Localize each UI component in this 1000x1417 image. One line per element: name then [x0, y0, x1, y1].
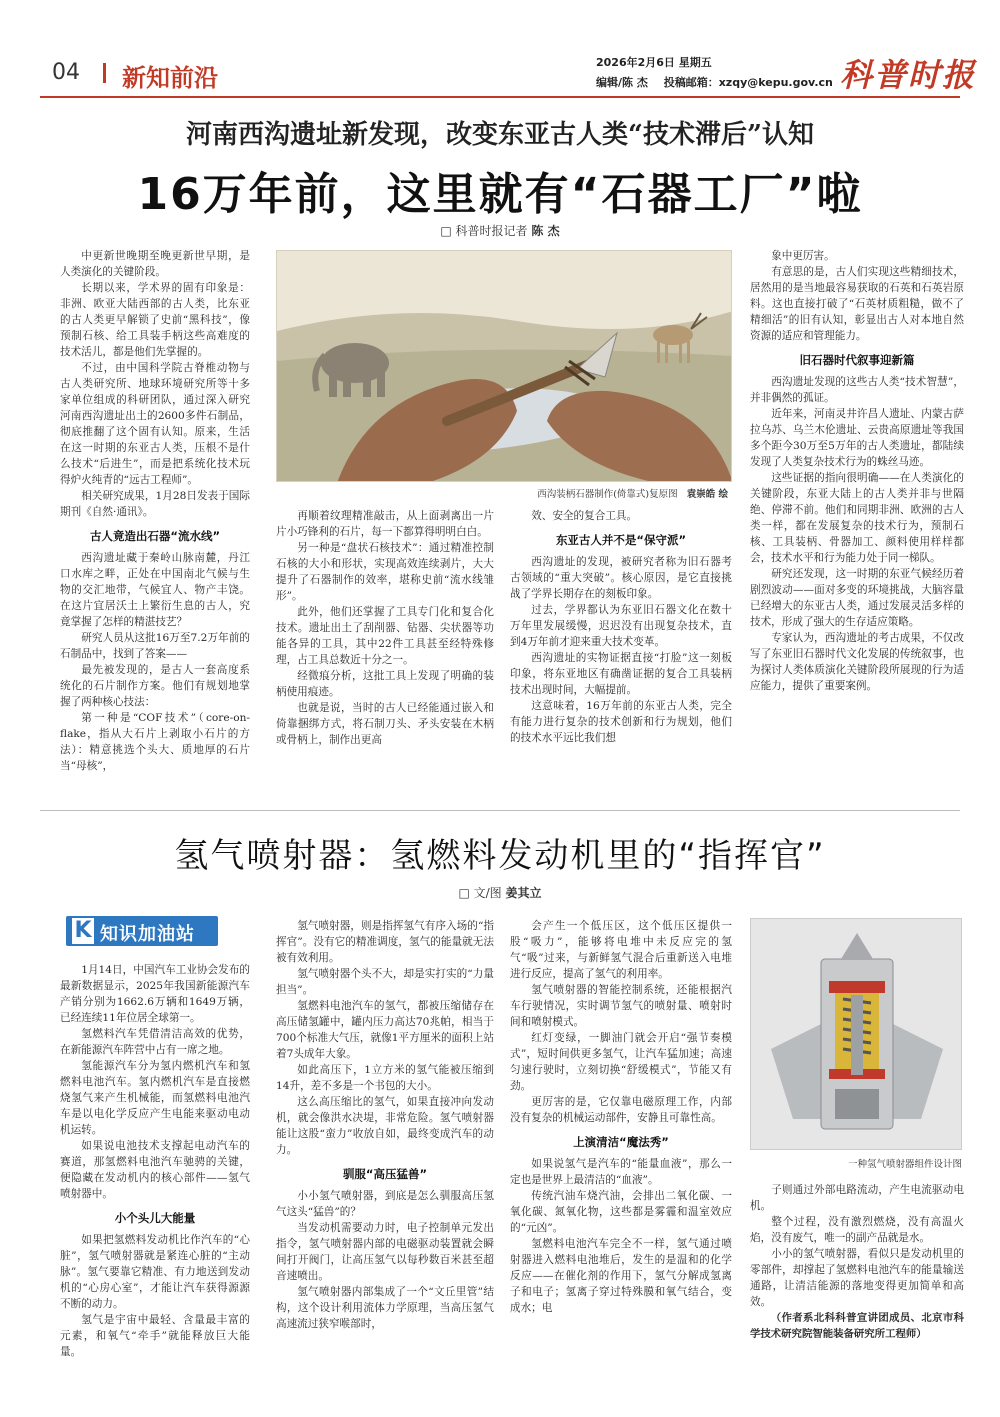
paragraph: 西沟遗址的实物证据直接“打脸”这一刻板印象，将东亚地区有确凿证据的复合工具装柄技术出现时间，大幅提前。 [510, 652, 732, 696]
article1-headline: 16万年前，这里就有“石器工厂”啦 [137, 169, 863, 220]
paragraph: 研究人员从这批16万至7.2万年前的石制品中，找到了答案—— [60, 632, 250, 660]
article2-column-2 [276, 918, 494, 1332]
paragraph: 小小的氢气喷射器，看似只是发动机里的零部件，却撑起了氢燃料电池汽车的能量输送通路，让清洁能源的落地变得更加简单和高效。 [750, 1248, 964, 1308]
article2-column-3 [510, 918, 732, 1316]
paragraph-group [60, 962, 250, 1202]
paragraph: 氢燃料电池汽车的氢气，都被压缩储存在高压储氢罐中，罐内压力高达70兆帕，相当于700个标准大气压，就像1平方厘米的面积上站着7头成年大象。 [276, 1000, 494, 1060]
paragraph: 效、安全的复合工具。 [531, 510, 638, 522]
author-note: （作者系北科科普宣讲团成员、北京市科学技术研究院智能装备研究所工程师） [750, 1312, 964, 1340]
editor-name: 编辑/陈 杰 [596, 76, 648, 89]
article-divider [40, 810, 960, 811]
paragraph: 有意思的是，古人们实现这些精细技术，居然用的是当地最容易获取的石英和石英岩原料。这也直接打破了“石英材质粗糙，做不了精细活”的旧有认知，彰显出古人对本地自然资源的适应和管理能力。 [750, 266, 964, 342]
byline-author: 陈 杰 [531, 224, 560, 238]
article1-kicker: 河南西沟遗址新发现，改变东亚古人类“技术滞后”认知 [186, 120, 814, 150]
paragraph-group [510, 554, 732, 746]
knowledge-tag-label: 知识加油站 [100, 924, 195, 945]
article1-byline [40, 222, 960, 239]
paragraph: 中更新世晚期至晚更新世早期，是人类演化的关键阶段。 [60, 250, 250, 278]
article1-column-4 [750, 248, 964, 694]
paragraph: 象中更厉害。 [771, 250, 835, 262]
paragraph-group [750, 1182, 964, 1310]
subheading: 旧石器时代叙事迎新篇 [799, 353, 915, 367]
paragraph: 第一种是“COF技术”（core-on-flake，指从大石片上剥取小石片的方法）：精意挑选个头大、质地厚的石片当“母核”， [60, 712, 250, 772]
paragraph: 此外，他们还掌握了工具专门化和复合化技术。遗址出土了刮削器、钻器、尖状器等功能各异的工具，其中22件工具甚至经特殊修理，占工具总数近十分之一。 [276, 606, 494, 666]
paragraph: 子则通过外部电路流动，产生电流驱动电机。 [750, 1184, 964, 1212]
paragraph: 这么高压缩比的氢气，如果直接冲向发动机，就会像洪水决堤，非常危险。氢气喷射器能让这股“蛮力”收放自如，最终变成汽车的动力。 [276, 1096, 494, 1156]
header-divider [103, 63, 106, 83]
paragraph: 另一种是“盘状石核技术”：通过精准控制石核的大小和形状，实现高效连续剥片，大大提升了石器制作的效率，堪称史前“流水线雏形”。 [276, 542, 494, 602]
byline-prefix: □ 科普时报记者 [440, 224, 528, 238]
subheading: 古人竟造出石器“流水线” [89, 529, 221, 543]
paragraph: 这意味着，16万年前的东亚古人类，完全有能力进行复杂的技术创新和行为规划，他们的技术水平远比我们想 [510, 700, 732, 744]
paragraph: 小小氢气喷射器，到底是怎么驯服高压氢气这头“猛兽”的？ [276, 1190, 494, 1218]
caption-credit: 袁崇皓 绘 [686, 489, 728, 500]
paragraph: 不过，由中国科学院古脊椎动物与古人类研究所、地球环境研究所等十多家单位组成的科研团队，通过深入研究河南西沟遗址出土的2600多件石制品，彻底推翻了这个固有认知。原来，生活在这一时期的东亚古人类，压根不是什么技术“后进生”，而是把系统化技术玩得炉火纯青的“远古工程师”。 [60, 362, 250, 486]
byline-author: 姜其立 [505, 886, 542, 900]
paragraph: 如此高压下，1立方米的氢气能被压缩到14升，差不多是一个书包的大小。 [276, 1064, 494, 1092]
paragraph-group [510, 918, 732, 1126]
photo-caption [276, 486, 728, 500]
k-icon: K [72, 918, 94, 944]
paragraph-group [510, 508, 732, 524]
paragraph: 相关研究成果，1月28日发表于国际期刊《自然·通讯》。 [60, 490, 250, 518]
paragraph: 红灯变绿，一脚油门就会开启“强节奏模式”，短时间供更多氢气，让汽车猛加速；高速匀速行驶时，立刻切换“舒缓模式”，节能又有劲。 [510, 1032, 732, 1092]
newspaper-masthead: 科普时报 [840, 56, 977, 94]
paragraph: 整个过程，没有激烈燃烧，没有高温火焰，没有废气，唯一的副产品就是水。 [750, 1216, 964, 1244]
article1-column-2 [276, 508, 494, 748]
paragraph: 氢气喷射器的智能控制系统，还能根据汽车行驶情况，实时调节氢气的喷射量、喷射时间和喷射模式。 [510, 984, 732, 1028]
article2-byline [40, 884, 960, 901]
paragraph: 氢能源汽车分为氢内燃机汽车和氢燃料电池汽车。氢内燃机汽车是直接燃烧氢气来产生机械能，而氢燃料电池汽车是以电化学反应产生电能来驱动电动机运转。 [60, 1060, 250, 1136]
paragraph: 西沟遗址的发现，被研究者称为旧石器考古领域的“重大突破”。核心原因，是它直接挑战了学界长期存在的刻板印象。 [510, 556, 732, 600]
section-title: 新知前沿 [122, 64, 218, 92]
paragraph: 西沟遗址发现的这些古人类“技术智慧”，并非偶然的孤证。 [750, 376, 964, 404]
article2-headline: 氢气喷射器：氢燃料发动机里的“指挥官” [174, 836, 826, 876]
photo2-caption: 一种氢气喷射器组件设计图 [847, 1159, 962, 1170]
paragraph-group [276, 918, 494, 1158]
submission-email: 投稿邮箱：xzqy@kepu.gov.cn [663, 76, 833, 89]
paragraph: 传统汽油车烧汽油，会排出二氧化碳、一氧化碳、氮氧化物，这些都是雾霾和温室效应的“元凶”。 [510, 1190, 732, 1234]
stone-tool-illustration [276, 250, 732, 482]
hydrogen-injector-diagram [750, 918, 962, 1150]
paragraph: 长期以来，学术界的固有印象是：非洲、欧亚大陆西部的古人类，比东亚的古人类更早解锁了史前“黑科技”，像预制石核、给工具装手柄这些高难度的技术活儿，都是他们先掌握的。 [60, 282, 250, 358]
article1-column-1 [60, 248, 250, 774]
paragraph: 1月14日，中国汽车工业协会发布的最新数据显示，2025年我国新能源汽车产销分别为1662.6万辆和1649万辆，已经连续11年位居全球第一。 [60, 964, 250, 1024]
paragraph-group [60, 1232, 250, 1360]
caption-text: 西沟装柄石器制作(倚靠式)复原图 [537, 489, 678, 500]
editor-line [596, 74, 845, 90]
paragraph: 经微痕分析，这批工具上发现了明确的装柄使用痕迹。 [276, 670, 494, 698]
byline-prefix: □ 文/图 [458, 886, 502, 900]
paragraph-group [750, 374, 964, 694]
paragraph: 当发动机需要动力时，电子控制单元发出指令，氢气喷射器内部的电磁驱动装置就会瞬间打开阀门，让高压氢气以每秒数百米甚至超音速喷出。 [276, 1222, 494, 1282]
paragraph-group [60, 550, 250, 774]
paragraph: 如果把氢燃料发动机比作汽车的“心脏”，氢气喷射器就是紧连心脏的“主动脉”。氢气要靠它精准、有力地送到发动机的“心房心室”，才能让汽车获得源源不断的动力。 [60, 1234, 250, 1310]
paragraph: 近年来，河南灵井许昌人遗址、内蒙古萨拉乌苏、乌兰木伦遗址、云贵高原遗址等我国多个距今30万至5万年的古人类遗址，都陆续发现了人类复杂技术行为的蛛丝马迹。 [750, 408, 964, 468]
article2-column-1 [60, 962, 250, 1360]
paragraph: 更厉害的是，它仅靠电磁原理工作，内部没有复杂的机械运动部件，安静且可靠性高。 [510, 1096, 732, 1124]
paragraph-group [276, 508, 494, 748]
subheading: 小个头儿大能量 [114, 1211, 196, 1225]
paragraph: 会产生一个低压区，这个低压区提供一股“吸力”，能够将电堆中未反应完的氢气“吸”过来，与新鲜氢气混合后重新送入电堆进行反应，提高了氢气的利用率。 [510, 920, 732, 980]
subheading: 东亚古人并不是“保守派” [555, 533, 687, 547]
paragraph: 再顺着纹理精准敲击，从上面剥离出一片片小巧锋利的石片，每一下都算得明明白白。 [276, 510, 494, 538]
paragraph: 专家认为，西沟遗址的考古成果，不仅改写了东亚旧石器时代文化发展的传统叙事，也为探讨人类体质演化关键阶段所展现的行为适应能力，提供了重要案例。 [750, 632, 964, 692]
paragraph: 西沟遗址藏于秦岭山脉南麓，丹江口水库之畔，正处在中国南北气候与生物的交汇地带，气候宜人、物产丰饶。在这片宜居沃土上繁衍生息的古人，究竟掌握了怎样的精湛技艺？ [60, 552, 250, 628]
paragraph: 如果说电池技术支撑起电动汽车的赛道，那氢燃料电池汽车驰骋的关键，便隐藏在发动机内的核心部件——氢气喷射器中。 [60, 1140, 250, 1200]
article1-column-3 [510, 508, 732, 746]
paragraph: 这些证据的指向很明确——在人类演化的关键阶段，东亚大陆上的古人类并非与世隔绝、停滞不前。他们和同期非洲、欧洲的古人类一样，都在发展复杂的技术行为，预制石核、工具装柄、骨器加工、颜料使用样样都会，技术水平和行为能力处于同一梯队。 [750, 472, 964, 564]
paragraph: 最先被发现的，是古人一套高度系统化的石片制作方案。他们有规划地掌握了两种核心技法： [60, 664, 250, 708]
paragraph: 如果说氢气是汽车的“能量血液”，那么一定也是世界上最清洁的“血液”。 [510, 1158, 732, 1186]
issue-date: 2026年2月6日 星期五 [596, 56, 712, 69]
paragraph: 过去，学界都认为东亚旧石器文化在数十万年里发展缓慢，迟迟没有出现复杂技术，直到4万年前才迎来重大技术变革。 [510, 604, 732, 648]
paragraph-group [510, 1156, 732, 1316]
paragraph: 氢燃料电池汽车完全不一样，氢气通过喷射器进入燃料电池堆后，发生的是温和的化学反应——在催化剂的作用下，氢气分解成氢离子和电子；氢离子穿过特殊膜和氧气结合，变成水；电 [510, 1238, 732, 1314]
paragraph-group [60, 248, 250, 520]
paragraph: 氢气喷射器内部集成了一个“文丘里管”结构，这个设计利用流体力学原理，当高压氢气高速流过狭窄喉部时， [276, 1286, 494, 1330]
page-number: 04 [52, 60, 80, 85]
paragraph: 氢燃料汽车凭借清洁高效的优势，在新能源汽车阵营中占有一席之地。 [60, 1028, 250, 1056]
subheading: 上演清洁“魔法秀” [573, 1135, 669, 1149]
paragraph-group [750, 248, 964, 344]
paragraph: 也就是说，当时的古人已经能通过嵌入和倚靠捆绑方式，将石制刀头、矛头安装在木柄或骨柄上，制作出更高 [276, 702, 494, 746]
header-rule [40, 96, 960, 98]
paragraph-group [276, 1188, 494, 1332]
subheading: 驯服“高压猛兽” [342, 1167, 428, 1181]
paragraph: 氢气是宇宙中最轻、含量最丰富的元素，和氧气“牵手”就能释放巨大能量。 [60, 1314, 250, 1358]
article2-column-4 [750, 1182, 964, 1342]
paragraph: 氢气喷射器，则是指挥氢气有序入场的“指挥官”。没有它的精准调度，氢气的能量就无法被有效利用。 [276, 920, 494, 964]
paragraph: 氢气喷射器个头不大，却是实打实的“力量担当”。 [276, 968, 494, 996]
paragraph: 研究还发现，这一时期的东亚气候经历着剧烈波动——面对多变的环境挑战，大脑容量已经增大的东亚古人类，通过发展灵活多样的技术，形成了强大的生存适应策略。 [750, 568, 964, 628]
